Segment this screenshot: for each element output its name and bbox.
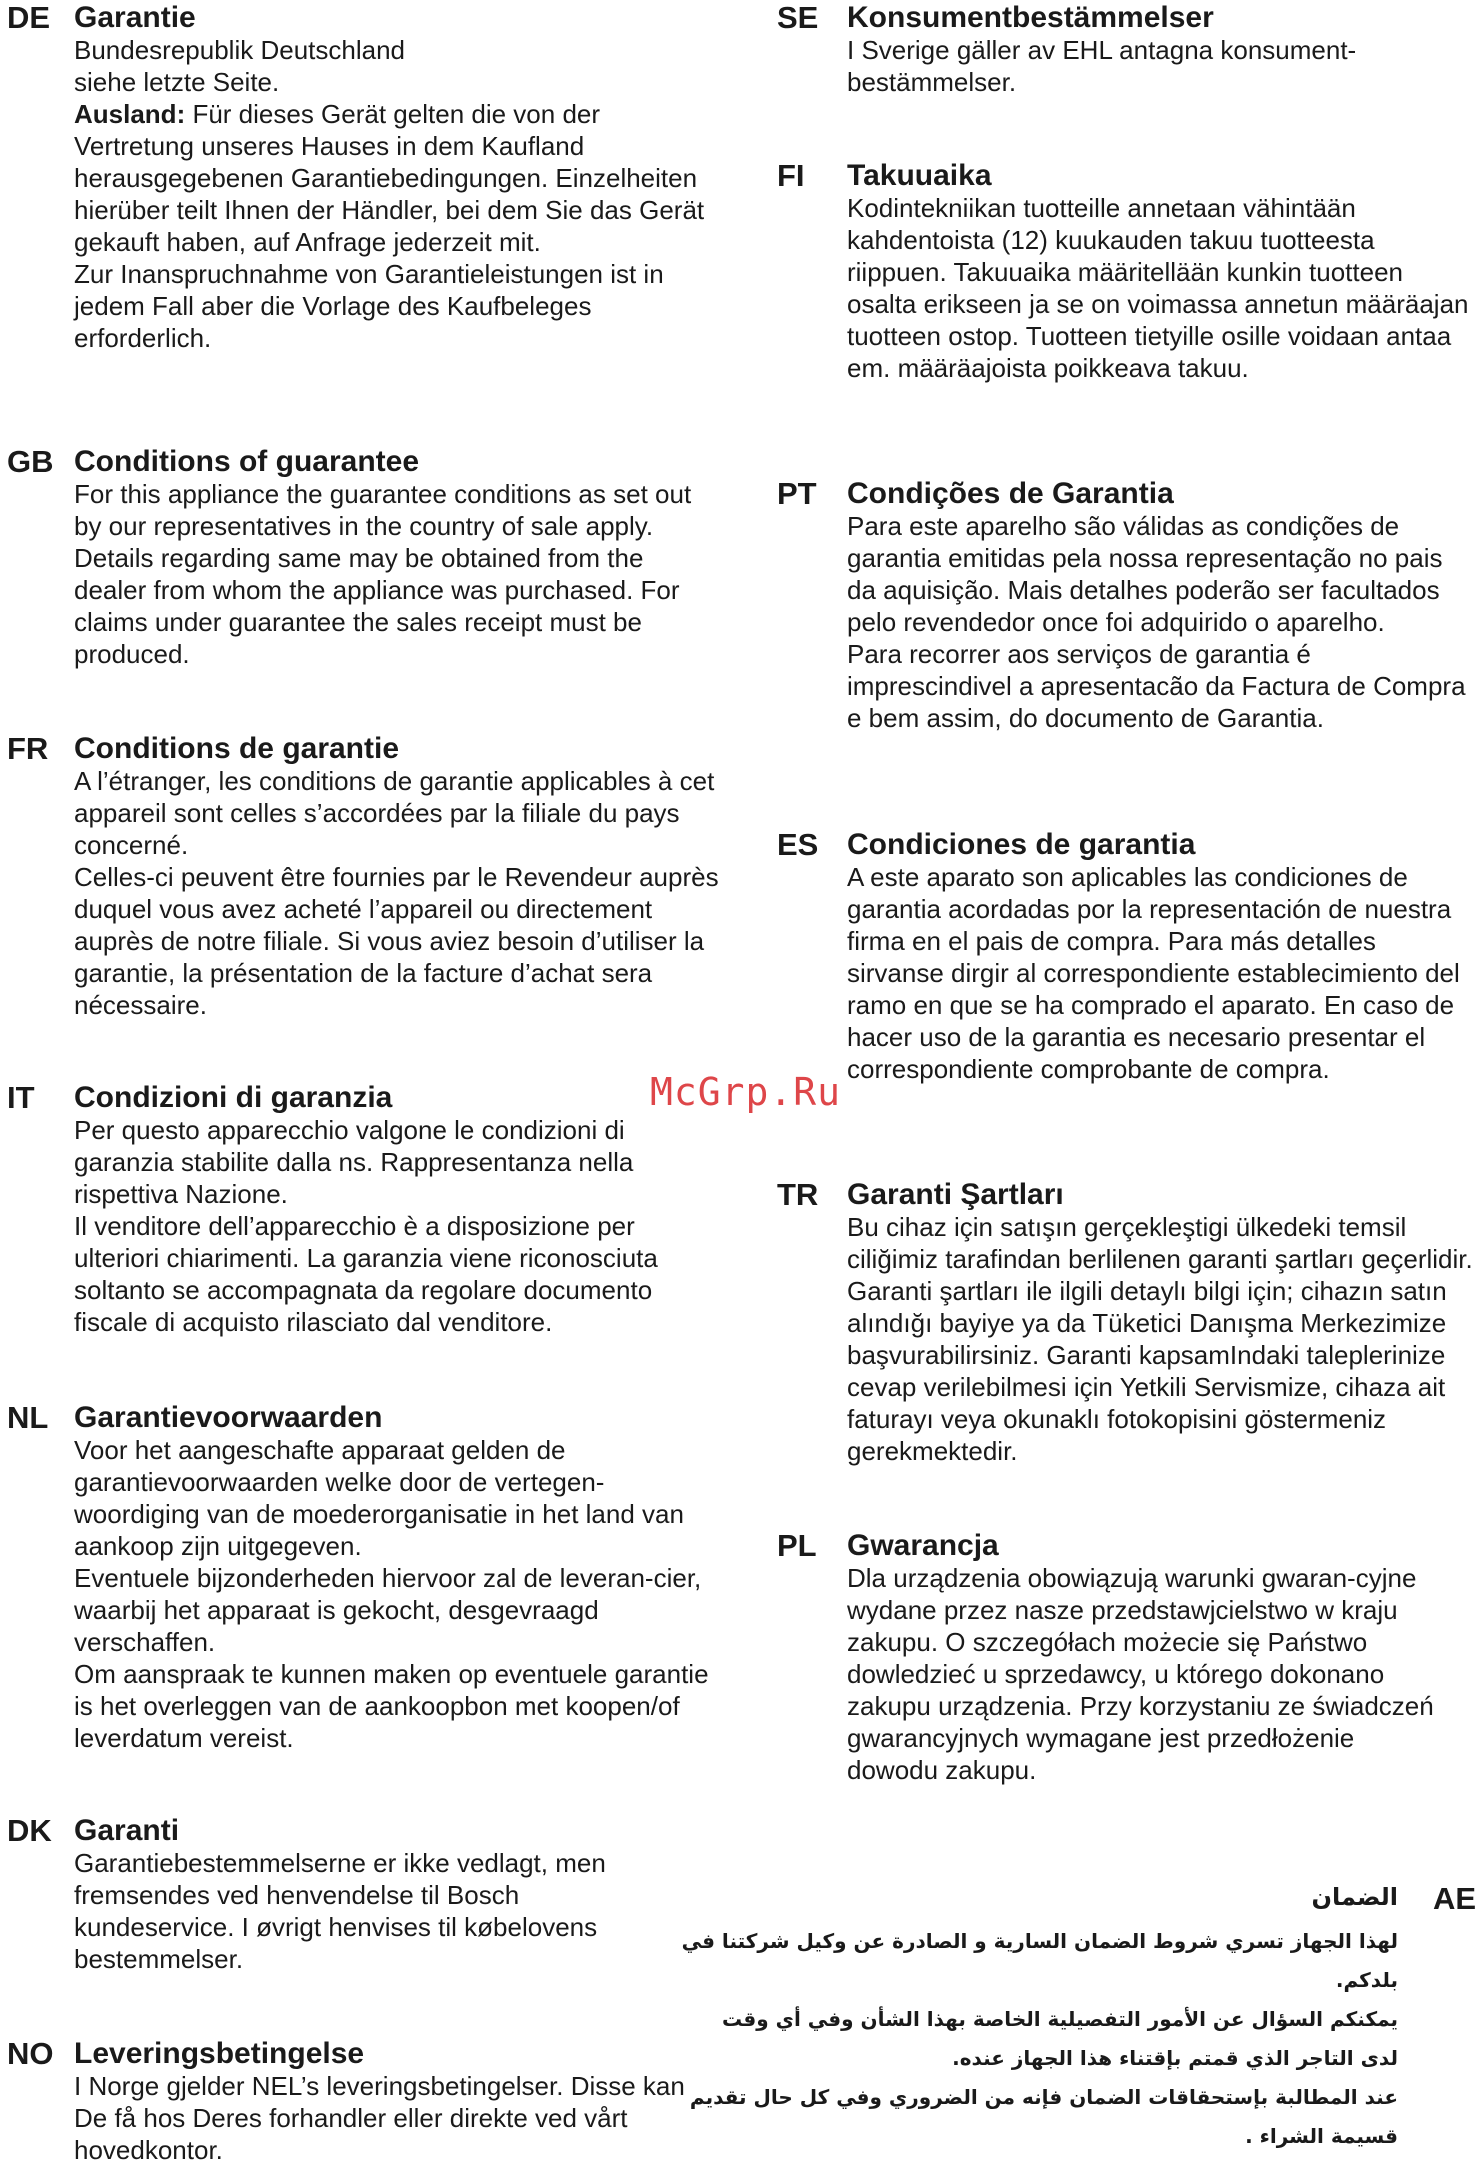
section-body <box>74 1434 719 1754</box>
paragraph-text: Per questo apparecchio valgone le condizioni di garanzia stabilite dalla ns. Rappresentanza nella rispettiva Nazione. <box>74 1115 634 1209</box>
paragraph-text: Eventuele bijzonderheden hiervoor zal de leveran-cier, waarbij het apparaat is gekocht, desgevraagd verschaffen. <box>74 1563 702 1657</box>
lang-code: GB <box>7 444 54 479</box>
paragraph <box>847 638 1477 734</box>
paragraph <box>74 1434 719 1562</box>
paragraph-text: Bundesrepublik Deutschland <box>74 35 405 65</box>
lang-code: PT <box>777 476 817 511</box>
arabic-line: يمكنكم السؤال عن الأمور التفصيلية الخاصة بهذا الشأن وفي أي وقت <box>721 2007 1398 2031</box>
paragraph-text: A este aparato son aplicables las condiciones de garantia acordadas por la representación de nuestra firma en el pais de compra. Para más detalles sirvanse dirgir al correspondiente establecimiento del ramo en que se ha comprado el aparato. En caso de hacer uso de la garantia es necesario presentar el correspondiente comprobante de compra. <box>847 862 1460 1084</box>
paragraph <box>847 192 1472 384</box>
lang-code: DE <box>7 0 51 35</box>
paragraph-text: Celles-ci peuvent être fournies par le Revendeur auprès duquel vous avez acheté l’appareil ou directement auprès de notre filiale. Si vous aviez besoin d’utiliser la garantie, la présentation de la facture d’achat sera nécessaire. <box>74 862 719 1020</box>
paragraph <box>74 1114 719 1210</box>
lang-code: FR <box>7 731 49 766</box>
arabic-line: عند المطالبة بإستحقاقات الضمان فإنه من الضروري وفي كل حال تقديم <box>689 2085 1398 2109</box>
lang-code: NL <box>7 1400 49 1435</box>
paragraph <box>74 1562 719 1658</box>
section-title: Garantievoorwaarden <box>74 1401 383 1434</box>
section-body <box>847 510 1477 734</box>
section-body <box>847 34 1407 98</box>
section-body <box>74 478 719 670</box>
section-body <box>74 2070 714 2166</box>
lang-code: TR <box>777 1177 819 1212</box>
section-title: Conditions de garantie <box>74 732 400 765</box>
paragraph-text: Voor het aangeschafte apparaat gelden de garantievoorwaarden welke door de vertegen-woordiging van de moederorganisatie in het land van aankoop zijn uitgegeven. <box>74 1435 684 1561</box>
paragraph <box>847 861 1477 1085</box>
arabic-line: لهذا الجهاز تسري شروط الضمان السارية و الصادرة عن وكيل شركتنا في <box>681 1929 1398 1953</box>
paragraph-text: I Sverige gäller av EHL antagna konsument-bestämmelser. <box>847 35 1357 97</box>
paragraph <box>74 478 719 670</box>
paragraph-text: A l’étranger, les conditions de garantie applicables à cet appareil sont celles s’accordées par la filiale du pays concerné. <box>74 766 715 860</box>
section-title: الضمان <box>1311 1883 1398 1911</box>
paragraph-text: Dla urządzenia obowiązują warunki gwaran-cyjne wydane przez nasze przedstawjcielstwo w kraju zakupu. O szczegółach możecie się Państwo dowledzieć u sprzedawcy, u którego dokonano zakupu urządzenia. Przy korzystaniu ze świadczeń gwarancyjnych wymagane jest przedłożenie dowodu zakupu. <box>847 1563 1434 1785</box>
paragraph-text: Zur Inanspruchnahme von Garantieleistungen ist in jedem Fall aber die Vorlage des Kaufbeleges erforderlich. <box>74 259 664 353</box>
paragraph <box>847 1211 1477 1467</box>
paragraph <box>74 98 719 258</box>
lang-code: IT <box>7 1080 35 1115</box>
arabic-line: بلدكم. <box>1335 1968 1398 1992</box>
lang-code: FI <box>777 158 805 193</box>
paragraph-text: Garantiebestemmelserne er ikke vedlagt, men fremsendes ved henvendelse til Bosch kundeservice. I øvrigt henvises til købelovens bestemmelser. <box>74 1848 606 1974</box>
section-body <box>74 1847 674 1975</box>
paragraph-text: For this appliance the guarantee conditions as set out by our representatives in the country of sale apply. Details regarding same may be obtained from the dealer from whom the appliance was purchased. For claims under guarantee the sales receipt must be produced. <box>74 479 692 669</box>
section-title: Gwarancja <box>847 1529 999 1562</box>
paragraph-label: Ausland: <box>74 99 186 129</box>
paragraph-text: Om aanspraak te kunnen maken op eventuele garantie is het overleggen van de aankoopbon met koopen/of leverdatum vereist. <box>74 1659 709 1753</box>
paragraph <box>74 258 719 354</box>
section-title: Condizioni di garanzia <box>74 1081 393 1114</box>
section-title: Condiciones de garantia <box>847 828 1196 861</box>
paragraph <box>74 1847 674 1975</box>
section-title: Garanti <box>74 1814 180 1847</box>
section-title: Leveringsbetingelse <box>74 2037 365 2070</box>
lang-code: AE <box>1433 1881 1477 1916</box>
paragraph-text: Für dieses Gerät gelten die von der Vertretung unseres Hauses in dem Kaufland herausgegebenen Garantiebedingungen. Einzelheiten hierüber teilt Ihnen der Händler, bei dem Sie das Gerät gekauft haben, auf Anfrage jederzeit mit. <box>74 99 705 257</box>
paragraph-text: siehe letzte Seite. <box>74 67 280 97</box>
paragraph-text: I Norge gjelder NEL’s leveringsbetingelser. Disse kan De få hos Deres forhandler eller direkte ved vårt hovedkontor. <box>74 2071 685 2165</box>
lang-code: ES <box>777 827 819 862</box>
paragraph <box>74 861 724 1021</box>
paragraph <box>74 1210 719 1338</box>
section-body <box>847 1562 1447 1786</box>
section-title: Takuuaika <box>847 159 992 192</box>
paragraph <box>74 1658 719 1754</box>
section-title: Garanti Şartları <box>847 1178 1064 1211</box>
section-body <box>847 192 1472 384</box>
watermark: McGrp.Ru <box>650 1070 842 1114</box>
paragraph <box>74 765 724 861</box>
paragraph <box>74 66 719 98</box>
paragraph <box>847 1562 1447 1786</box>
lang-code: PL <box>777 1528 817 1563</box>
paragraph-text: Para recorrer aos serviços de garantia é imprescindivel a apresentacão da Factura de Compra e bem assim, do documento de Garantia. <box>847 639 1466 733</box>
paragraph <box>74 34 719 66</box>
section-title: Konsumentbestämmelser <box>847 1 1214 34</box>
paragraph-text: Para este aparelho são válidas as condições de garantia emitidas pela nossa representação no pais da aquisição. Mais detalhes poderão ser facultados pelo revendedor once foi adquirido o aparelho. <box>847 511 1443 637</box>
paragraph-text: Il venditore dell’apparecchio è a disposizione per ulteriori chiarimenti. La garanzia viene riconosciuta soltanto se accompagnata da regolare documento fiscale di acquisto rilasciato dal venditore. <box>74 1211 658 1337</box>
paragraph-text: Kodintekniikan tuotteille annetaan vähintään kahdentoista (12) kuukauden takuu tuotteesta riippuen. Takuuaika määritellään kunkin tuotteen osalta erikseen ja se on voimassa annetun määräajan tuotteen ostop. Tuotteen tietyille osille voidaan antaa em. määräajoista poikkeava takuu. <box>847 193 1469 383</box>
section-title: Garantie <box>74 1 196 34</box>
lang-code: NO <box>7 2036 54 2071</box>
lang-code: DK <box>7 1813 52 1848</box>
section-title: Conditions of guarantee <box>74 445 419 478</box>
section-title: Condições de Garantia <box>847 477 1174 510</box>
paragraph <box>74 2070 714 2166</box>
section-body <box>847 861 1477 1085</box>
paragraph <box>847 510 1477 638</box>
arabic-line: قسيمة الشراء . <box>1245 2124 1398 2148</box>
section-body <box>74 34 719 354</box>
section-body <box>74 1114 719 1338</box>
section-body <box>74 765 724 1021</box>
arabic-line: لدى التاجر الذي قمتم بإقتناء هذا الجهاز عنده. <box>952 2046 1398 2070</box>
paragraph-text: Bu cihaz için satışın gerçekleştigi ülkedeki temsil ciliğimiz tarafindan berlilenen garanti şartları geçerlidir. Garanti şartları ile ilgili detaylı bilgi için; cihazın satın alındığı bayiye ya da Tüketici Danışma Merkezimize başvurabilirsiniz. Garanti kapsamIndaki taleplerinize cevap verilebilmesi için Yetkili Servismize, cihaza ait faturayı veya okunaklı fotokopisini göstermeniz gerekmektedir. <box>847 1212 1473 1466</box>
lang-code: SE <box>777 0 819 35</box>
paragraph <box>847 34 1407 98</box>
section-body <box>847 1211 1477 1467</box>
